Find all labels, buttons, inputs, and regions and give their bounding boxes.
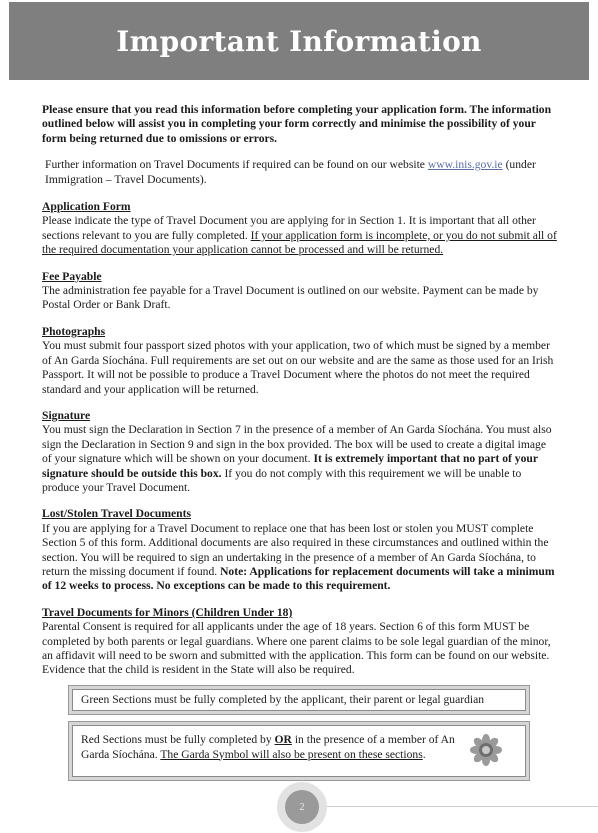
footer-divider [300,806,598,807]
section-body: The administration fee payable for a Travel Document is outlined on our website. Payment can be made by Postal Order or Bank Draft. [42,284,539,312]
or-word: OR [274,733,292,746]
green-sections-note [72,689,526,711]
page-title: Important Information [116,24,482,58]
section-heading: Fee Payable [42,269,102,283]
main-content [42,103,558,690]
intro-paragraph: Please ensure that you read this information before completing your application form. The information outlined below will assist you in completing your form correctly and minimise the possibility of your form being returned due to omissions or errors. [42,103,552,145]
section-body: You must submit four passport sized photos with your application, two of which must be signed by a member of An Garda Síochána. Full requirements are set out on our website and are the same as those used for an Irish Passport. It will not be possible to produce a Travel Document where the photos do not meet the required standard and your application will be returned. [42,339,554,396]
section-text: You must sign the Declaration in Section 7 in the presence of a member of An Garda Síochána. You must also sign the Declaration in Section 9 and sign in the box provided. The box will be used to create a digital image of your signature which will be shown on your document. [42,423,552,466]
section-heading: Lost/Stolen Travel Documents [42,507,191,521]
note-text: Note: Applications for replacement documents will take a minimum of 12 weeks to process. No exceptions can be made to this requirement. [42,564,555,593]
red-note-text [81,733,471,762]
green-note-text: Green Sections must be fully completed by the applicant, their parent or legal guardian [81,693,485,706]
section-text: Please indicate the type of Travel Document you are applying for in Section 1. It is important that all other sections relevant to you are fully completed. [42,214,536,242]
red-sections-note [72,725,526,777]
red-text-middle: in the presence of a member of An Garda Síochána. [81,733,455,761]
page-number: 2 [285,790,319,824]
section-text-after: If you do not comply with this requirement we will be unable to produce your Travel Document. [42,466,522,494]
further-info-paragraph [42,158,558,187]
section-heading: Signature [42,408,91,422]
section-heading: Application Form [42,200,131,214]
section-photographs [42,325,558,397]
garda-symbol-icon [469,733,503,767]
section-body [42,423,558,495]
section-minors [42,606,558,678]
warning-text: It is extremely important that no part of your signature should be outside this box. [42,452,538,480]
header-banner [9,2,589,80]
warning-text: If your application form is incomplete, or you do not submit all of the required documentation your application cannot be processed and will be returned. [42,228,557,257]
red-text: Red Sections must be fully completed by [81,733,275,746]
section-fee-payable [42,270,558,313]
red-text-end: . [422,747,426,761]
section-text: If you are applying for a Travel Document to replace one that has been lost or stolen you MUST complete Section 5 of this form. Additional documents are also required in these circumstances and outlined within the section. You will be required to sign an undertaking in the presence of a member of An Garda Síochána, to return the missing document if found. [42,521,549,578]
further-text-after: (under Immigration – Travel Documents). [45,158,536,186]
section-application-form [42,200,558,258]
section-heading: Travel Documents for Minors (Children Under 18) [42,605,293,619]
section-lost-stolen [42,507,558,593]
section-heading: Photographs [42,324,106,338]
further-text: Further information on Travel Documents if required can be found on our website [45,158,428,172]
section-body [42,214,558,257]
section-signature [42,409,558,495]
website-link[interactable]: www.inis.gov.ie [427,158,503,172]
garda-symbol-note: The Garda Symbol will also be present on these sections [160,747,423,761]
section-body [42,522,558,594]
section-body: Parental Consent is required for all applicants under the age of 18 years. Section 6 of this form MUST be completed by both parents or legal guardians. Where one parent claims to be sole legal guardian of the minor, an affidavit will need to be sworn and submitted with the application. This form can be found on our website. Evidence that the child is resident in the State will also be required. [42,620,551,677]
